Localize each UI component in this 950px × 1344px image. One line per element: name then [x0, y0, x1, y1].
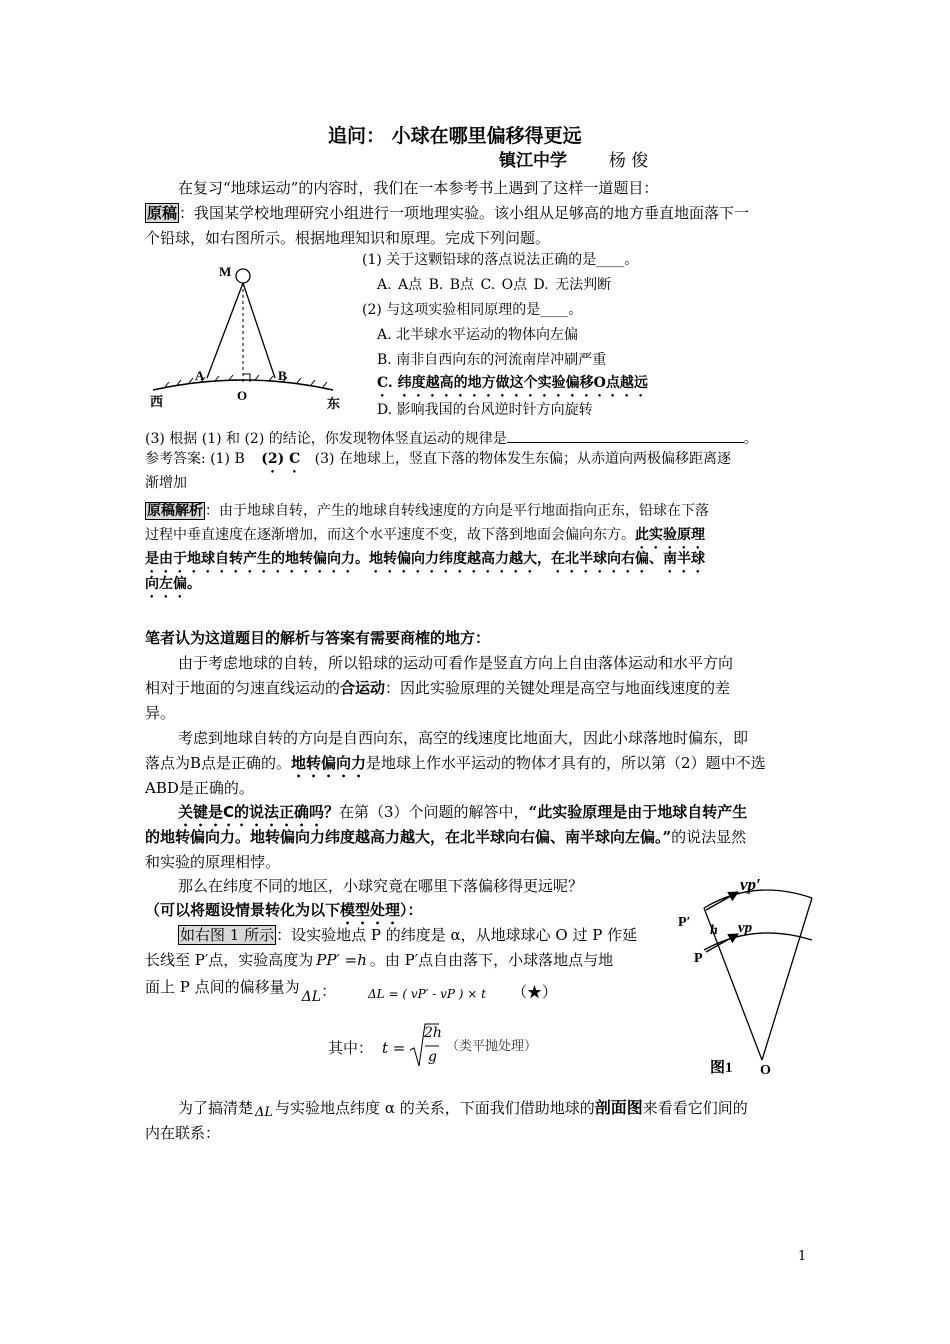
p1-bold: 合运动: [340, 679, 386, 697]
label-b: B: [278, 368, 287, 383]
p3-text-d: 的说法显然: [671, 828, 747, 846]
p4-line: 那么在纬度不同的地区，小球究竟在哪里下落偏移得更远呢？: [178, 877, 584, 895]
reference-answer-cont: 渐增加: [145, 475, 187, 491]
question-2: (2) 与这项实验相同原理的是____。: [362, 302, 583, 318]
analysis-text1: ：由于地球自转，产生的地球自转线速度的方向是平行地面指向正东，铅球在下落: [205, 503, 709, 519]
formula-star: （★）: [512, 983, 558, 1001]
label-o: O: [237, 388, 248, 403]
t-formula-lhs: t =: [382, 1039, 406, 1057]
label-m: M: [219, 264, 232, 279]
falling-ball-diagram: [145, 258, 345, 410]
author-line: [499, 149, 648, 173]
analysis-text2: 过程中垂直速度在逐渐增加，而这个水平速度不变，故下落到地面会偏向东方。: [145, 527, 635, 543]
p1-text-a: 相对于地面的匀速直线运动的: [145, 679, 341, 697]
t-denominator: g: [428, 1049, 437, 1065]
p1-text-c: ：因此实验原理的关键处理是高空与地面线速度的差: [385, 679, 731, 697]
ball-circle: [236, 269, 250, 283]
question-2-option-c: C. 纬度越高的地方做这个实验偏移O点越远: [377, 375, 648, 391]
p6-line1: [178, 923, 637, 947]
offset-formula: ΔL = ( vP′ - vP ) × t: [368, 987, 486, 1001]
question-2-option-b: B. 南非自西向东的河流南岸冲刷严重: [377, 352, 607, 368]
p6-text2a: 长线至 P′点，实验高度为: [145, 951, 314, 969]
p6-text3: 面上 P 点间的偏移量为: [145, 978, 300, 996]
label-vp: vp: [738, 920, 753, 936]
ground-hatching: [165, 375, 327, 387]
figure-caption: 图1: [710, 1060, 733, 1076]
line-m-b: [243, 283, 275, 378]
p6-text1: ：设实验地点 P 的纬度是 α，从地球球心 O 过 P 作延: [276, 926, 638, 944]
figure-1-sector: [676, 870, 826, 1080]
answer-2: (2) C: [261, 451, 301, 467]
t-note: （类平抛处理）: [446, 1039, 538, 1054]
label-east: 东: [327, 396, 341, 410]
analysis-line1: [145, 500, 709, 522]
qizhong-label: 其中：: [328, 1039, 374, 1057]
analysis-bold2: 此实验原理: [635, 527, 705, 543]
p3-line2: [145, 825, 746, 849]
p2-text-a: 落点为B点是正确的。: [145, 754, 292, 772]
label-p: P: [694, 951, 703, 966]
p5-text-c: ）：: [400, 901, 423, 919]
p6-colon: ：: [321, 982, 337, 1000]
analysis-line4: 向左偏。: [145, 576, 201, 592]
p1-line3: 异。: [145, 704, 176, 722]
p7-delta-l: ΔL: [255, 1105, 274, 1120]
p3-text-b: 在第（3）个问题的解答中，: [339, 803, 529, 821]
author-school: 镇江中学: [499, 151, 567, 171]
p6-line3: [145, 975, 337, 1005]
p7-text-e: 来看看它们间的: [642, 1099, 748, 1117]
p7-line: [178, 1096, 748, 1122]
page-title: 追问： 小球在哪里偏移得更远: [328, 125, 582, 147]
page-number: 1: [798, 1249, 807, 1264]
p7-text-c: 与实验地点纬度 α 的关系，下面我们借助地球的: [275, 1099, 595, 1117]
p1-line1: 由于考虑地球的自转，所以铅球的运动可看作是竖直方向上自由落体运动和水平方向: [178, 654, 734, 672]
p2-bold: 地转偏向力: [291, 754, 367, 772]
question-3: [145, 426, 758, 450]
question-2-option-d: D. 影响我国的台风逆时针方向旋转: [377, 402, 593, 418]
p7-text-a: 为了搞清楚: [178, 1099, 254, 1117]
t-numerator: 2h: [424, 1025, 442, 1041]
question-3-end: 。: [743, 431, 758, 447]
p3-line3: 和实验的原理相悖。: [145, 853, 281, 871]
answer-blank: [507, 426, 744, 443]
original-line2: 个铅球，如右图所示。根据地理知识和原理。完成下列问题。: [145, 229, 551, 247]
p3-quote: 的地转偏向力。地转偏向力纬度越高力越大，在北半球向右偏、南半球向左偏。”: [145, 828, 672, 846]
p1-line2: [145, 676, 730, 700]
p2-line3: ABD是正确的。: [145, 779, 254, 797]
label-vp-prime: vp′: [740, 875, 761, 894]
question-3-text: (3) 根据 (1) 和 (2) 的结论，你发现物体竖直运动的规律是: [145, 431, 507, 447]
p3-question: 关键是C的说法正确吗？: [178, 803, 340, 821]
figure-ref-label: 如右图 1 所示: [180, 926, 275, 944]
p3-quote-start: “此实验原理是由于地球自转产生: [528, 803, 748, 821]
label-west: 西: [150, 394, 164, 409]
right-angle-mark: [243, 374, 250, 382]
p5-model: 模型处理: [340, 901, 401, 919]
p8-line: 内在联系：: [145, 1124, 221, 1142]
original-text1: ：我国某学校地理研究小组进行一项地理实验。该小组从足够高的地方垂直地面落下一: [179, 204, 750, 222]
analysis-line3: 是由于地球自转产生的地转偏向力。地转偏向力纬度越高力越大，在北半球向右偏、南半球: [145, 551, 705, 567]
label-p-prime: P′: [678, 915, 691, 930]
inner-arc: [704, 933, 812, 950]
p5-text-a: （可以将题设情景转化为以下: [145, 901, 341, 919]
line-m-a: [207, 283, 243, 378]
label-a: A: [195, 368, 205, 383]
vp-prime-arrow: [706, 892, 738, 910]
question-1-options: A. A点 B. B点 C. O点 D. 无法判断: [377, 277, 612, 293]
radius-right: [762, 898, 812, 1060]
reference-answer: [145, 448, 731, 476]
label-h: h: [710, 923, 718, 938]
p6-formula-pp: PP′ =h: [316, 951, 367, 969]
question-2-option-a: A. 北半球水平运动的物体向左偏: [377, 327, 579, 343]
discussion-heading: 笔者认为这道题目的解析与答案有需要商榷的地方：: [145, 629, 491, 647]
p6-text2c: 。由 P′点自由落下，小球落地点与地: [369, 951, 614, 969]
delta-l-symbol: ΔL: [301, 989, 322, 1005]
p6-line2: [145, 948, 613, 972]
p7-section-view: 剖面图: [594, 1098, 643, 1117]
original-line1: [145, 201, 749, 225]
p2-line1: 考虑到地球自转的方向是自西向东，高空的线速度比地面大，因此小球落地时偏东，即: [178, 729, 749, 747]
p2-text-c: 是地球上作水平运动的物体才具有的，所以第（2）题中不选: [366, 754, 766, 772]
question-1: (1) 关于这颗铅球的落点说法正确的是____。: [362, 252, 639, 268]
intro-text: 在复习“地球运动”的内容时，我们在一本参考书上遇到了这样一道题目：: [178, 179, 659, 197]
label-center-o: O: [760, 1063, 771, 1078]
original-label: 原稿: [147, 204, 178, 222]
answer-1: 参考答案: (1) B: [145, 451, 245, 467]
answer-3: (3) 在地球上，竖直下落的物体发生东偏；从赤道向两极偏移距离逐: [314, 451, 731, 467]
analysis-label: 原稿解析: [147, 503, 203, 519]
author-name: 杨 俊: [608, 151, 649, 171]
